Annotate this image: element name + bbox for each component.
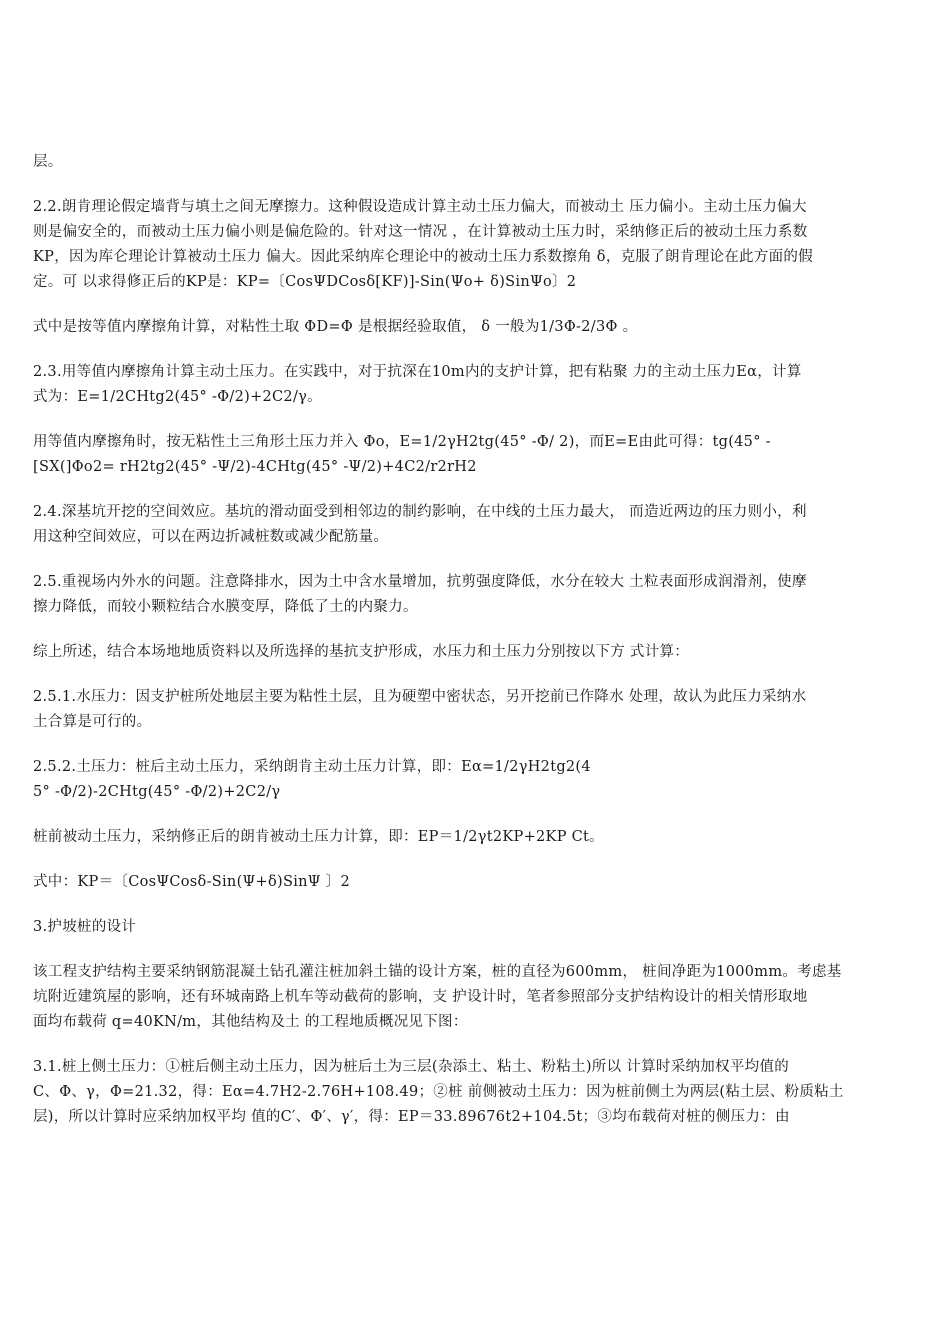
text-line: 用等值内摩擦角时，按无粘性土三角形土压力并入 Φo，E=1/2γH2tg(45° -Φ/ 2)，而E=E由此可得：tg(45° - [33, 434, 771, 450]
text-line: C、Φ、γ，Φ=21.32，得：Eα=4.7H2-2.76H+108.49；②桩 前侧被动土压力：因为桩前侧土为两层(粘土层、粉质粘土 [33, 1084, 844, 1100]
text-line: 2.3.用等值内摩擦角计算主动土压力。在实践中，对于抗深在10m内的支护计算，把有粘聚 力的主动土压力Eα，计算 [33, 364, 802, 380]
text-line: 面均布载荷 q=40KN/m，其他结构及土 的工程地质概况见下图： [33, 1014, 468, 1030]
text-line: 层)，所以计算时应采纳加权平均 值的C′、Φ′、γ′，得：EP＝33.89676t2+104.5t；③均布载荷对桩的侧压力：由 [33, 1109, 790, 1125]
text-line: 2.5.重视场内外水的问题。注意降排水，因为土中含水量增加，抗剪强度降低，水分在较大 土粒表面形成润滑剂，使摩 [33, 574, 807, 590]
paragraph [33, 915, 917, 940]
text-line: 3.护坡桩的设计 [33, 919, 137, 935]
paragraph [33, 960, 917, 1035]
text-line: 坑附近建筑屋的影响，还有环城南路上机车等动截荷的影响，支 护设计时，笔者参照部分支护结构设计的相关情形取地 [33, 989, 808, 1005]
text-line: 土合算是可行的。 [33, 714, 152, 730]
paragraph [33, 640, 917, 665]
text-line: 2.2.朗肯理论假定墙背与填土之间无摩擦力。这种假设造成计算主动土压力偏大，而被动土 压力偏小。主动土压力偏大 [33, 199, 807, 215]
text-line: KP，因为库仑理论计算被动土压力 偏大。因此采纳库仑理论中的被动土压力系数擦角 δ，克服了朗肯理论在此方面的假 [33, 249, 814, 265]
text-line: 5° -Φ/2)-2CHtg(45° -Φ/2)+2C2/γ [33, 784, 281, 800]
paragraph [33, 755, 917, 805]
text-line: 综上所述，结合本场地地质资料以及所选择的基抗支护形成，水压力和土压力分别按以下方 式计算： [33, 644, 690, 660]
paragraph [33, 360, 917, 410]
text-line: [SX(]Φo2= rH2tg2(45° -Ψ/2)-4CHtg(45° -Ψ/2)+4C2/r2rH2 [33, 459, 477, 475]
paragraph [33, 825, 917, 850]
text-line: 3.1.桩上侧土压力：①桩后侧主动土压力，因为桩后土为三层(杂添土、粘土、粉粘土)所以 计算时采纳加权平均值的 [33, 1059, 790, 1075]
text-line: 桩前被动土压力，采纳修正后的朗肯被动土压力计算，即：EP＝1/2γt2KP+2KP Ct。 [33, 829, 604, 845]
text-line: 则是偏安全的，而被动土压力偏小则是偏危险的。针对这一情况 ，在计算被动土压力时，采纳修正后的被动土压力系数 [33, 224, 808, 240]
paragraph [33, 315, 917, 340]
text-line: 2.4.深基坑开挖的空间效应。基坑的滑动面受到相邻边的制约影响，在中线的土压力最大， 而造近两边的压力则小，利 [33, 504, 807, 520]
paragraph [33, 570, 917, 620]
text-line: 该工程支护结构主要采纳钢筋混凝土钻孔灌注桩加斜土锚的设计方案，桩的直径为600mm， 桩间净距为1000mm。考虑基 [33, 964, 842, 980]
paragraph [33, 685, 917, 735]
document-body [33, 150, 917, 1150]
text-line: 式中是按等值内摩擦角计算，对粘性土取 ΦD=Φ 是根据经验取值， δ 一般为1/3Φ-2/3Φ 。 [33, 319, 638, 335]
text-line: 2.5.1.水压力：因支护桩所处地层主要为粘性土层，且为硬塑中密状态，另开挖前已作降水 处理，故认为此压力采纳水 [33, 689, 807, 705]
paragraph [33, 500, 917, 550]
text-line: 式中：KP＝〔CosΨCosδ-Sin(Ψ+δ)SinΨ 〕2 [33, 874, 351, 890]
paragraph [33, 1055, 917, 1130]
text-line: 式为：E=1/2CHtg2(45° -Φ/2)+2C2/γ。 [33, 389, 322, 405]
text-line: 层。 [33, 154, 63, 170]
paragraph [33, 150, 917, 175]
paragraph [33, 870, 917, 895]
text-line: 定。可 以求得修正后的KP是：KP=〔CosΨDCosδ[KF)]-Sin(Ψo+ δ)SinΨo〕2 [33, 274, 577, 290]
text-line: 2.5.2.土压力：桩后主动土压力，采纳朗肯主动土压力计算，即：Eα=1/2γH2tg2(4 [33, 759, 591, 775]
text-line: 擦力降低，而较小颗粒结合水膜变厚，降低了土的内聚力。 [33, 599, 418, 615]
text-line: 用这种空间效应，可以在两边折减桩数或减少配筋量。 [33, 529, 389, 545]
paragraph [33, 195, 917, 295]
paragraph [33, 430, 917, 480]
